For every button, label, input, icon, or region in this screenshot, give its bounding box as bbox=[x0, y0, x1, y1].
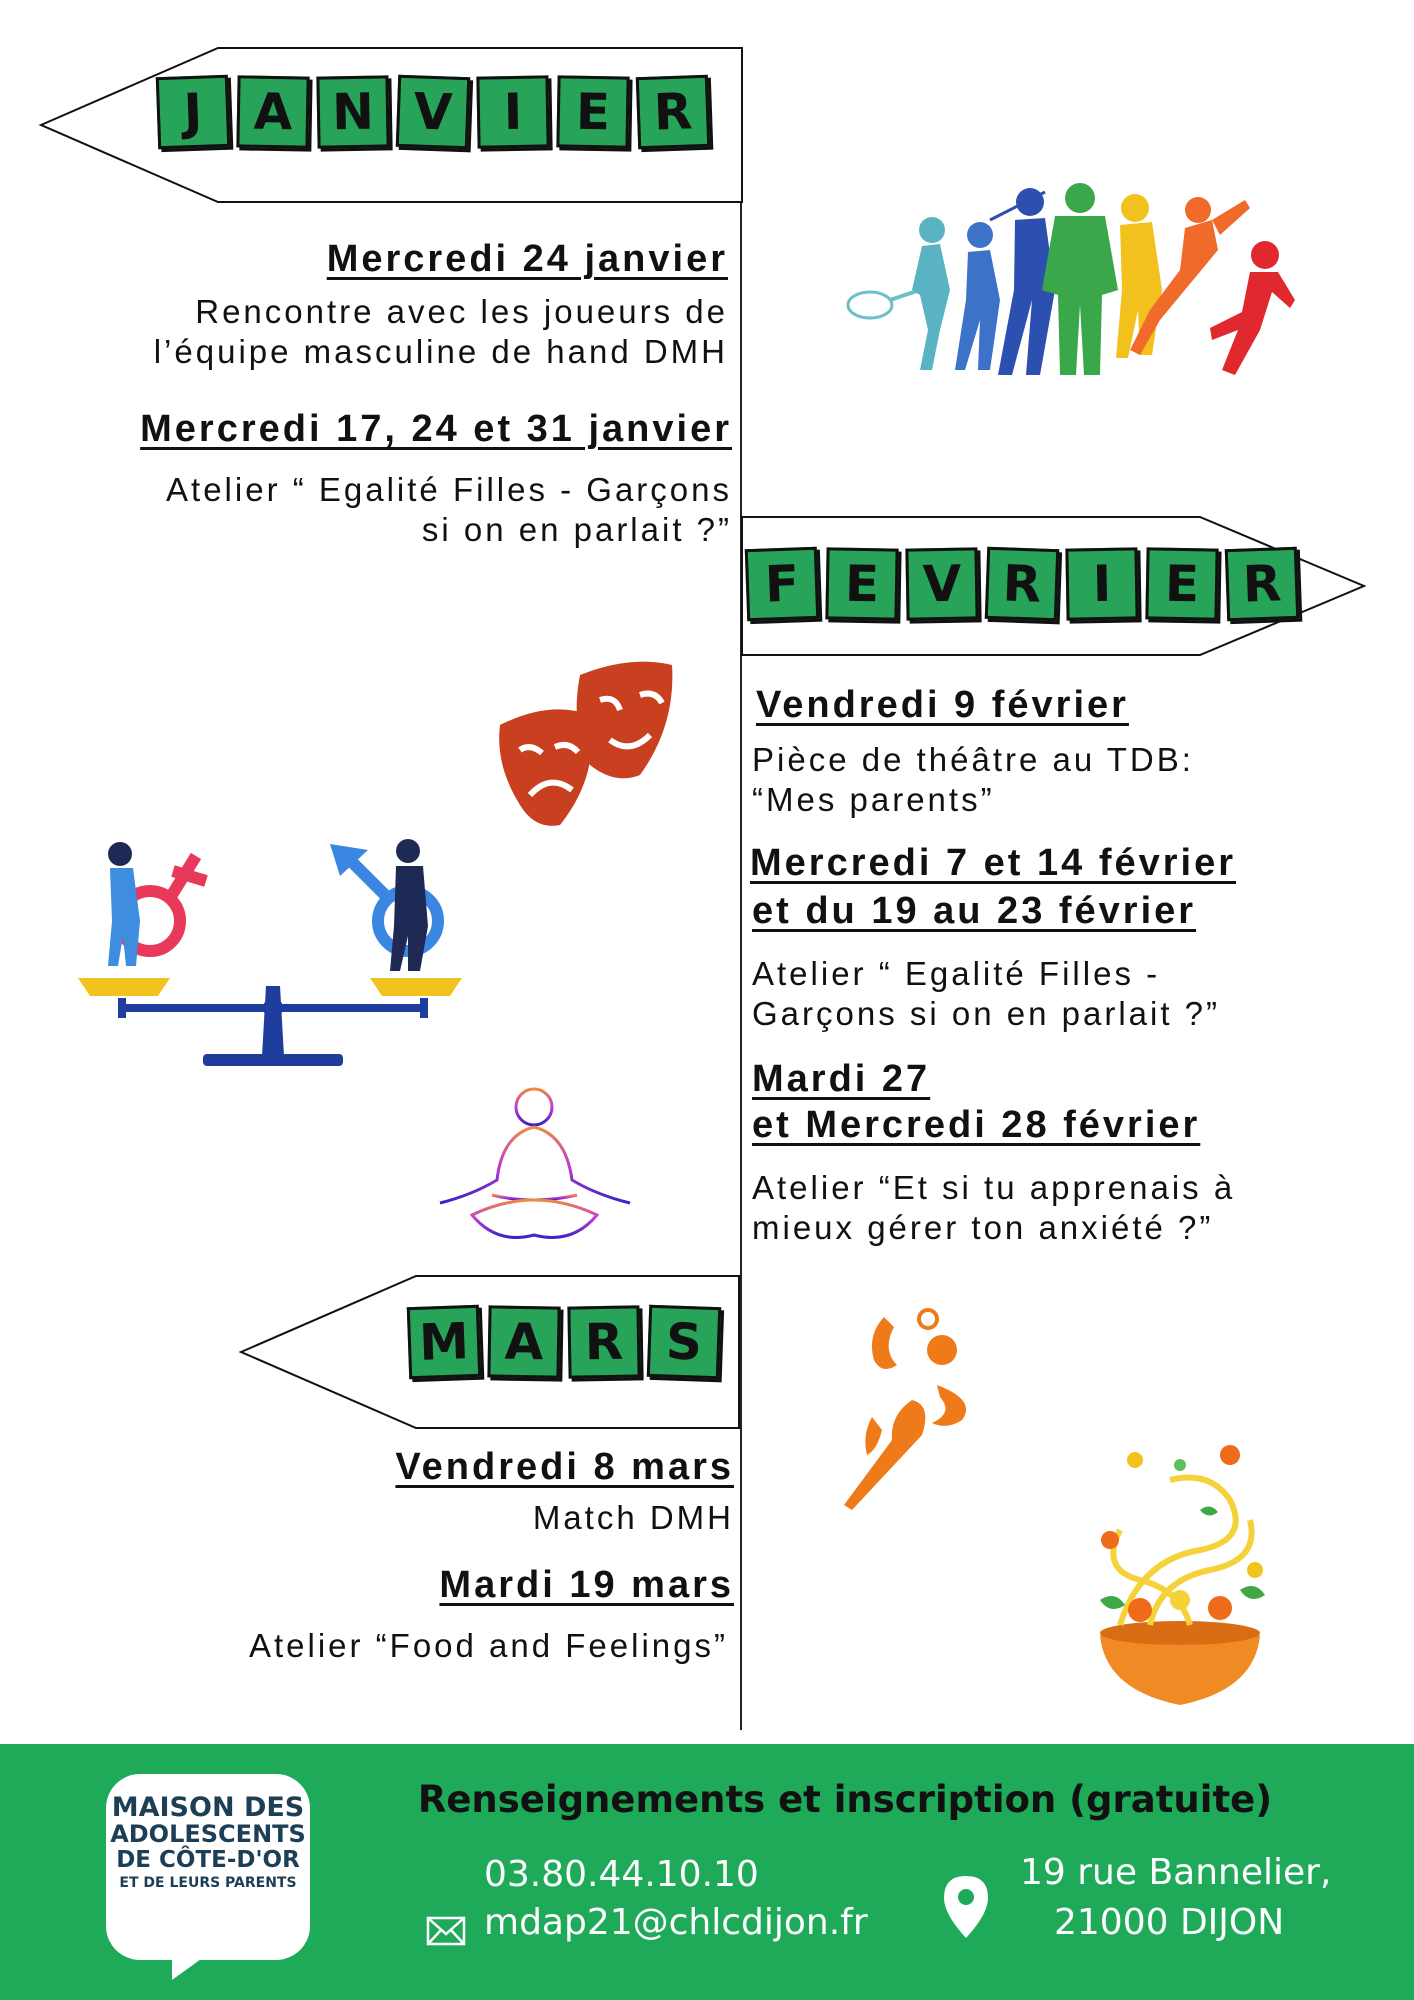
event-date: Mercredi 24 janvier bbox=[326, 238, 728, 280]
month-letter: I bbox=[1065, 547, 1138, 620]
month-letter: R bbox=[636, 75, 710, 149]
mars-tiles bbox=[408, 1306, 720, 1378]
month-letter: F bbox=[745, 547, 819, 621]
event-date: et du 19 au 23 février bbox=[752, 890, 1197, 932]
event-date: Mardi 19 mars bbox=[439, 1564, 734, 1606]
event-description: Pièce de théâtre au TDB: “Mes parents” bbox=[752, 741, 1194, 818]
gender-equality-scale-icon bbox=[78, 826, 468, 1076]
mda-logo bbox=[106, 1774, 310, 1960]
theatre-masks-icon bbox=[480, 655, 680, 845]
footer bbox=[0, 1744, 1414, 2000]
logo-bubble-tail bbox=[172, 1954, 212, 1980]
food-bowl-icon bbox=[1080, 1440, 1280, 1715]
event-date: Mardi 27 bbox=[752, 1058, 931, 1100]
event-date: Mercredi 7 et 14 février bbox=[750, 842, 1237, 884]
event-date: Vendredi 9 février bbox=[756, 684, 1129, 726]
logo-line: DE CÔTE-D'OR bbox=[116, 1846, 300, 1873]
event-date: Vendredi 8 mars bbox=[395, 1446, 734, 1488]
month-letter: V bbox=[396, 75, 470, 149]
event-description: Atelier “Food and Feelings” bbox=[248, 1627, 728, 1664]
month-letter: J bbox=[156, 75, 230, 149]
month-letter: A bbox=[236, 75, 309, 148]
event-description: Rencontre avec les joueurs de l’équipe masculine de hand DMH bbox=[153, 293, 728, 370]
logo-text bbox=[106, 1794, 310, 1890]
sports-silhouettes-icon bbox=[840, 180, 1310, 390]
month-letter: E bbox=[1145, 547, 1218, 620]
month-letter: V bbox=[905, 547, 978, 620]
event-description: Atelier “ Egalité Filles - Garçons si on en parlait ?” bbox=[752, 955, 1221, 1032]
month-letter: R bbox=[1225, 547, 1299, 621]
email-address[interactable]: mdap21@chlcdijon.fr bbox=[484, 1902, 868, 1943]
event-description: Atelier “Et si tu apprenais à mieux gérer ton anxiété ?” bbox=[752, 1169, 1236, 1246]
fevrier-tiles bbox=[746, 548, 1298, 620]
location-pin-icon bbox=[942, 1874, 990, 1940]
event-description: Atelier “ Egalité Filles - Garçons si on en parlait ?” bbox=[166, 471, 732, 548]
month-letter: E bbox=[556, 75, 629, 148]
event-date: Mercredi 17, 24 et 31 janvier bbox=[140, 408, 732, 450]
footer-title: Renseignements et inscription (gratuite) bbox=[417, 1778, 1273, 1821]
address-line: 21000 DIJON bbox=[1054, 1902, 1285, 1943]
month-letter: M bbox=[407, 1305, 481, 1379]
logo-line: ADOLESCENTS bbox=[110, 1820, 306, 1849]
event-description: Match DMH bbox=[532, 1499, 734, 1536]
phone-number: 03.80.44.10.10 bbox=[484, 1854, 759, 1895]
month-letter: E bbox=[825, 547, 898, 620]
month-letter: A bbox=[487, 1305, 560, 1378]
month-letter: S bbox=[647, 1305, 721, 1379]
logo-line: ET DE LEURS PARENTS bbox=[119, 1874, 297, 1891]
month-letter: R bbox=[985, 547, 1059, 621]
month-letter: N bbox=[316, 75, 389, 148]
address-line: 19 rue Bannelier, bbox=[1020, 1852, 1332, 1893]
mail-icon bbox=[426, 1916, 466, 1946]
logo-line: MAISON DES bbox=[111, 1792, 305, 1823]
meditation-icon bbox=[432, 1085, 637, 1250]
timeline-line bbox=[740, 48, 742, 1730]
handball-player-icon bbox=[842, 1305, 992, 1515]
month-letter: R bbox=[567, 1305, 640, 1378]
month-letter: I bbox=[476, 75, 549, 148]
event-date: et Mercredi 28 février bbox=[752, 1104, 1201, 1146]
janvier-tiles bbox=[157, 76, 709, 148]
